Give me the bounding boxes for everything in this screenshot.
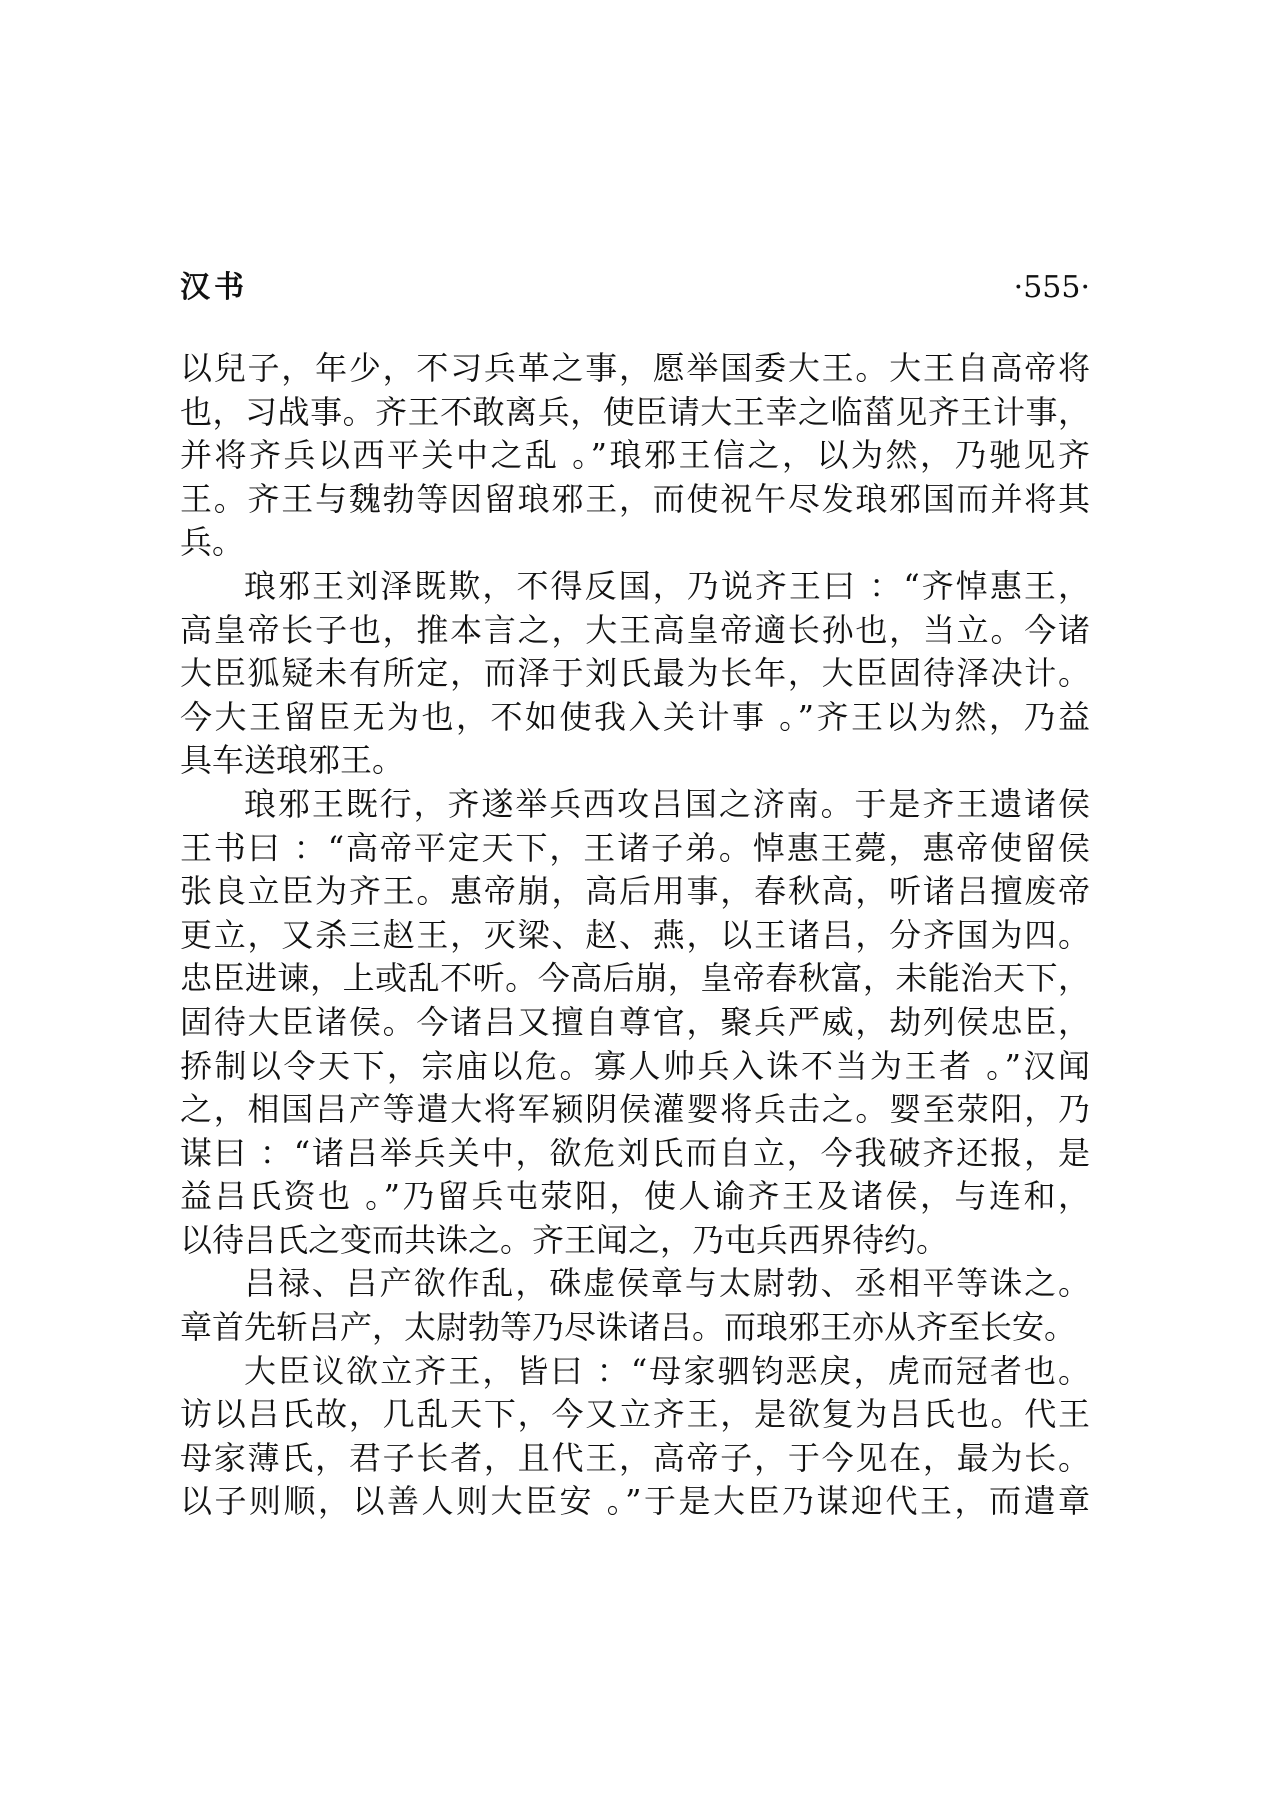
- text-line: 忠臣进谏，上或乱不听。今高后崩，皇帝春秋富，未能治天下，: [180, 959, 1090, 998]
- body-text: [180, 347, 1090, 1524]
- text-line: 挢制以令天下，宗庙以危。寡人帅兵入诛不当为王者 。”汉闻: [180, 1046, 1090, 1085]
- text-line: 也，习战事。齐王不敢离兵，使臣请大王幸之临菑见齐王计事，: [180, 392, 1090, 431]
- text-line: 具车送琅邪王。: [180, 741, 405, 780]
- text-line: 益吕氏资也 。”乃留兵屯荥阳，使人谕齐王及诸侯，与连和，: [180, 1177, 1090, 1216]
- text-line: 之，相国吕产等遣大将军颍阴侯灌婴将兵击之。婴至荥阳，乃: [180, 1090, 1090, 1129]
- text-line: 琅邪王既行，齐遂举兵西攻吕国之济南。于是齐王遗诸侯: [244, 784, 1090, 823]
- text-line: 访以吕氏故，几乱天下，今又立齐王，是欲复为吕氏也。代王: [180, 1395, 1090, 1434]
- text-line: 以子则顺，以善人则大臣安 。”于是大臣乃谋迎代王，而遣章: [180, 1482, 1090, 1521]
- text-line: 母家薄氏，君子长者，且代王，高帝子，于今见在，最为长。: [180, 1438, 1090, 1477]
- text-line: 高皇帝长子也，推本言之，大王高皇帝適长孙也，当立。今诸: [180, 610, 1090, 649]
- text-line: 更立，又杀三赵王，灭梁、赵、燕，以王诸吕，分齐国为四。: [180, 915, 1090, 954]
- text-line: 并将齐兵以西平关中之乱 。”琅邪王信之，以为然，乃驰见齐: [180, 436, 1090, 475]
- text-line: 大臣狐疑未有所定，而泽于刘氏最为长年，大臣固待泽决计。: [180, 654, 1090, 693]
- text-line: 王书曰 ：“高帝平定天下，王诸子弟。悼惠王薨，惠帝使留侯: [180, 828, 1090, 867]
- text-line: 章首先斩吕产，太尉勃等乃尽诛诸吕。而琅邪王亦从齐至长安。: [180, 1308, 1077, 1347]
- text-line: 今大王留臣无为也，不如使我入关计事 。”齐王以为然，乃益: [180, 697, 1090, 736]
- text-line: 以待吕氏之变而共诛之。齐王闻之，乃屯兵西界待约。: [180, 1220, 949, 1259]
- text-line: 张良立臣为齐王。惠帝崩，高后用事，春秋高，听诸吕擅废帝: [180, 872, 1090, 911]
- text-line: 吕禄、吕产欲作乱，硃虚侯章与太尉勃、丞相平等诛之。: [244, 1264, 1090, 1303]
- text-line: 兵。: [180, 523, 245, 562]
- text-line: 琅邪王刘泽既欺，不得反国，乃说齐王曰 ：“齐悼惠王，: [244, 566, 1090, 605]
- text-line: 谋曰 ：“诸吕举兵关中，欲危刘氏而自立，今我破齐还报，是: [180, 1133, 1090, 1172]
- text-line: 大臣议欲立齐王，皆曰 ：“母家驷钧恶戾，虎而冠者也。: [244, 1351, 1090, 1390]
- book-title: 汉书: [180, 270, 248, 305]
- text-line: 王。齐王与魏勃等因留琅邪王，而使祝午尽发琅邪国而并将其: [180, 479, 1090, 518]
- page-header: [180, 268, 1090, 318]
- page-number: ·555·: [1013, 270, 1090, 305]
- text-line: 固待大臣诸侯。今诸吕又擅自尊官，聚兵严威，劫列侯忠臣，: [180, 1002, 1090, 1041]
- text-line: 以兒子，年少，不习兵革之事，愿举国委大王。大王自高帝将: [180, 349, 1090, 387]
